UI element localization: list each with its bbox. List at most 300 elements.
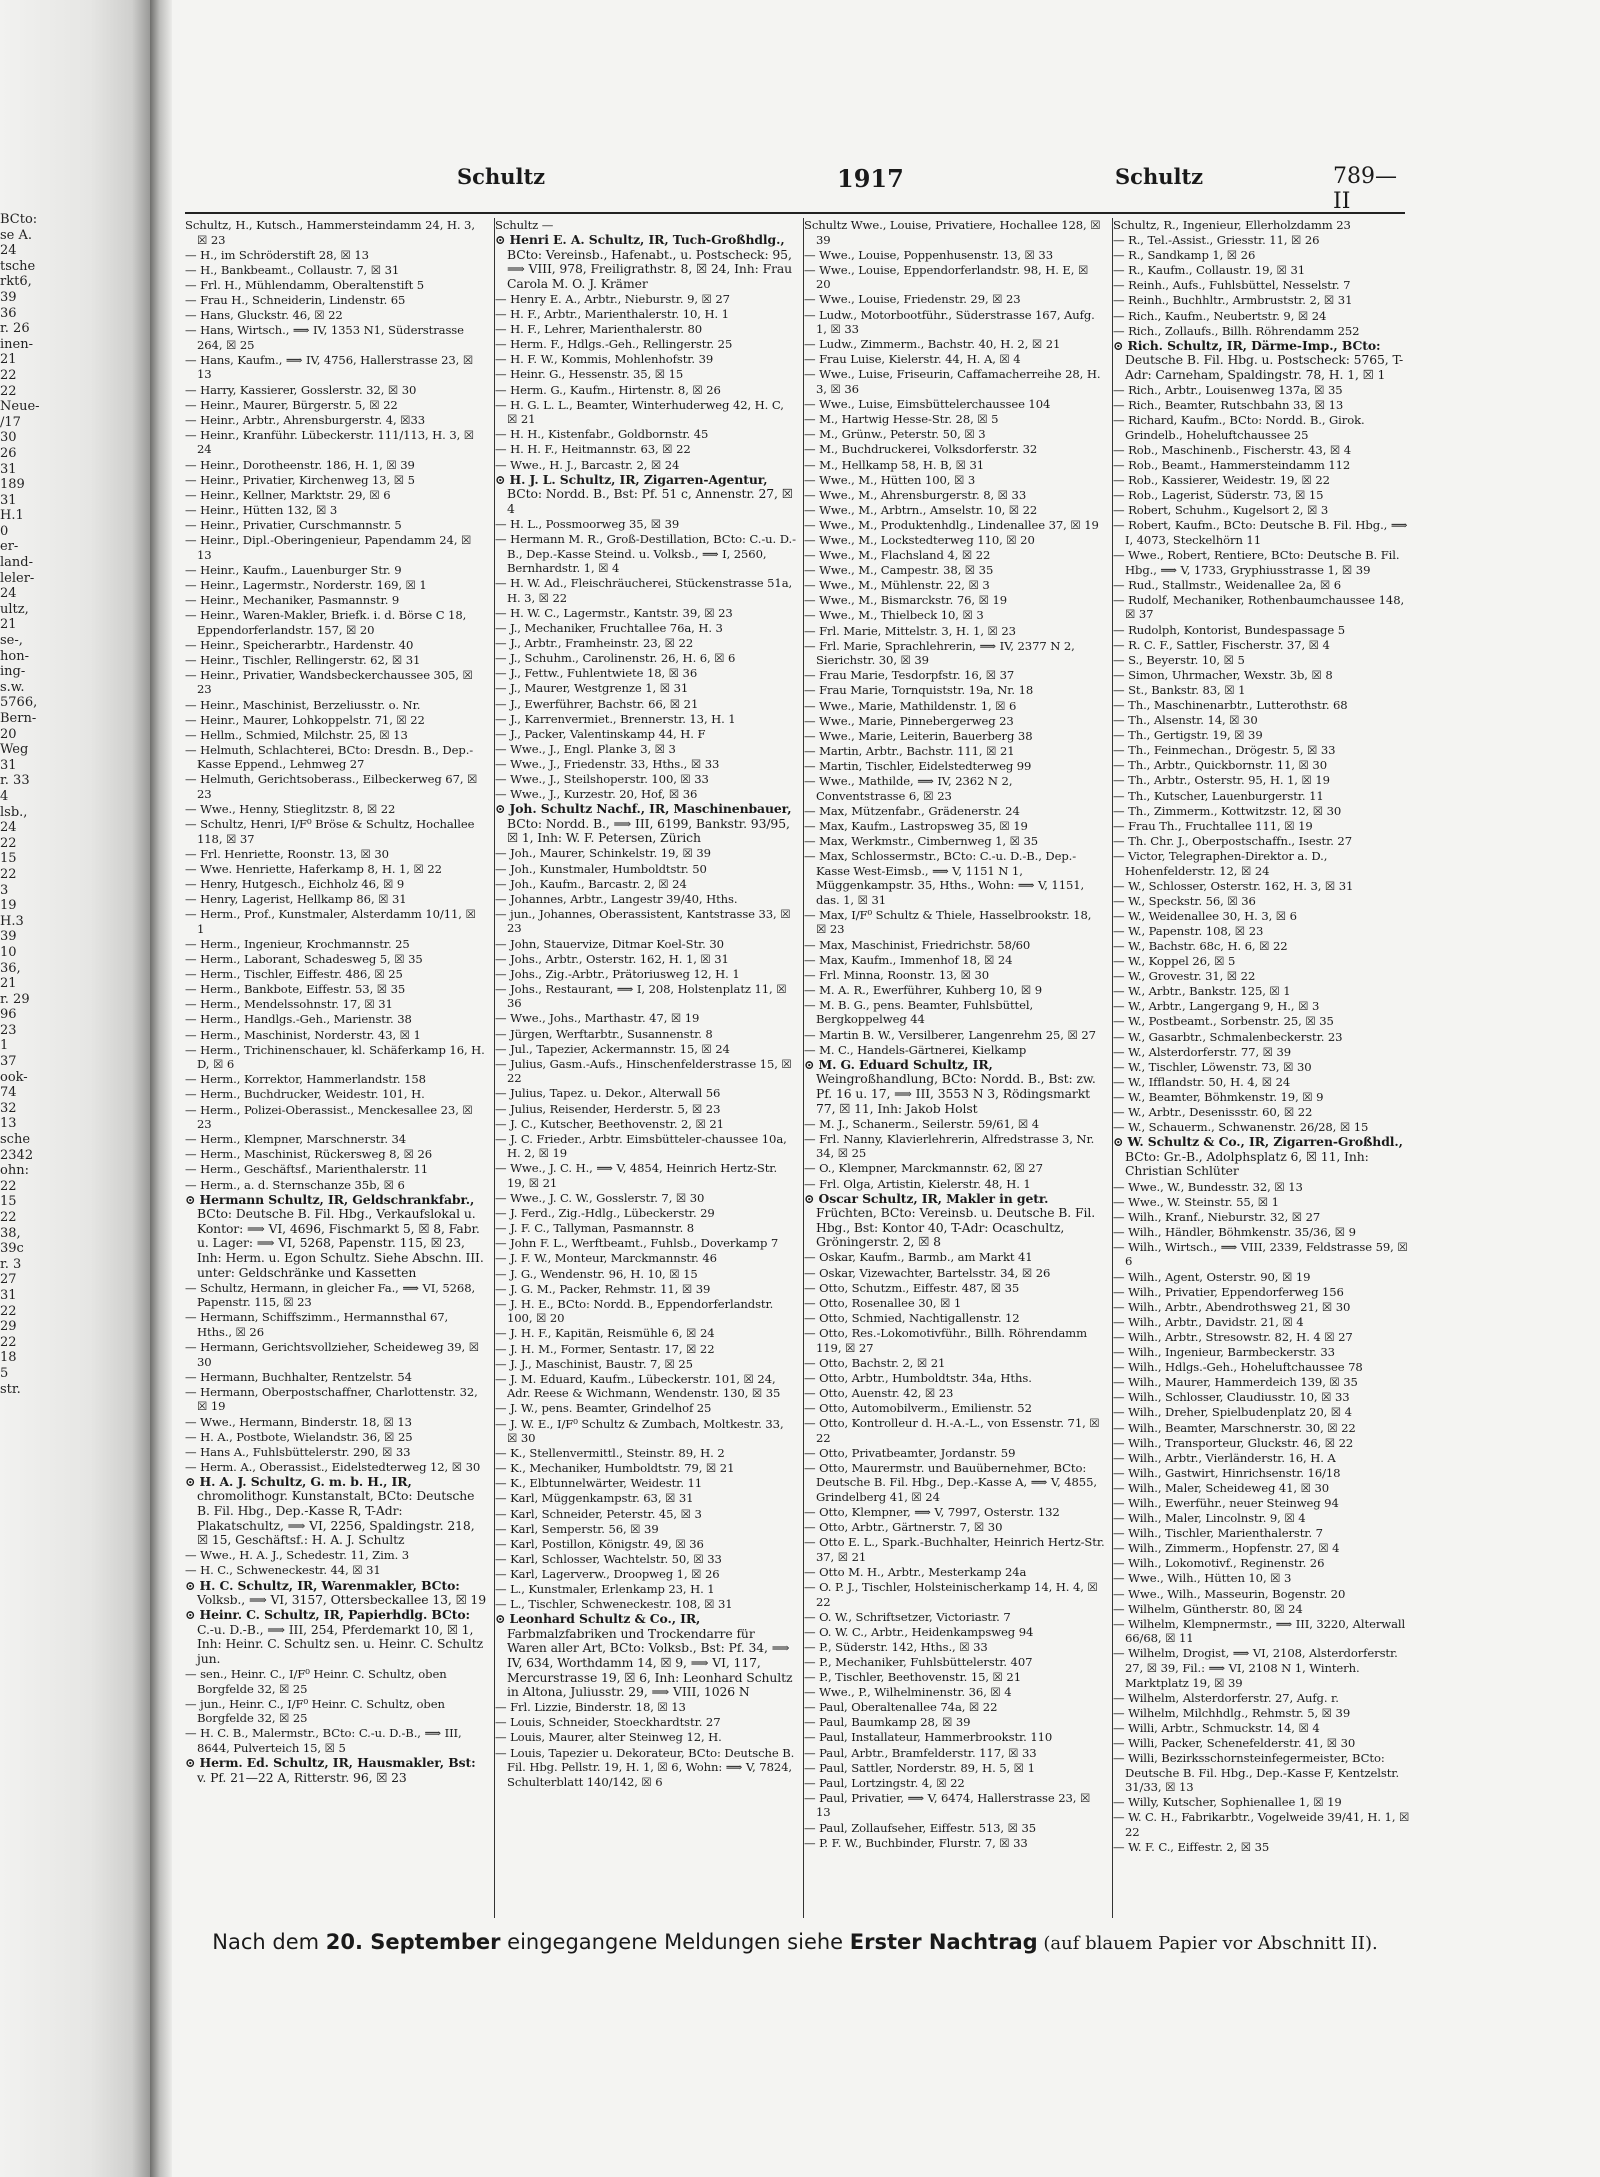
directory-entry: — Hermann, Gerichtsvollzieher, Scheideweg 39, ☒ 30 (185, 1340, 479, 1369)
previous-page-fragment: 5766, (0, 695, 38, 711)
directory-entry: — John, Stauervize, Ditmar Koel-Str. 30 (495, 936, 724, 951)
directory-entry: — Paul, Arbtr., Bramfelderstr. 117, ☒ 33 (804, 1745, 1037, 1760)
directory-entry: — J. G., Wendenstr. 96, H. 10, ☒ 15 (495, 1266, 698, 1281)
running-header (185, 164, 1405, 214)
directory-entry: — Willi, Arbtr., Schmuckstr. 14, ☒ 4 (1113, 1720, 1320, 1735)
directory-entry: — Louis, Schneider, Stoeckhardtstr. 27 (495, 1715, 721, 1730)
directory-entry: Schultz Wwe., Louise, Privatiere, Hochallee 128, ☒ 39 (804, 218, 1101, 247)
directory-entry: — Wilh., Händler, Böhmkenstr. 35/36, ☒ 9 (1113, 1224, 1356, 1239)
directory-entry: — Rob., Lagerist, Süderstr. 73, ☒ 15 (1113, 488, 1324, 503)
directory-entry: — P. F. W., Buchbinder, Flurstr. 7, ☒ 33 (804, 1835, 1028, 1850)
previous-page-fragment: /17 (0, 414, 21, 430)
previous-page-fragment: 0 (0, 523, 9, 539)
directory-entry: — Schultz, Hermann, in gleicher Fa., ⟹ VI, 5268, Papenstr. 115, ☒ 23 (185, 1280, 476, 1310)
directory-entry: — Herm. A., Oberassist., Eidelstedterweg 12, ☒ 30 (185, 1459, 481, 1474)
previous-page-fragment: 24 (0, 243, 17, 259)
directory-column-1 (185, 218, 486, 1918)
directory-entry: — W., Arbtr., Bankstr. 125, ☒ 1 (1113, 984, 1291, 999)
directory-entry: — Karl, Semperstr. 56, ☒ 39 (495, 1521, 659, 1536)
directory-entry: — Heinr., Tischler, Rellingerstr. 62, ☒ 31 (185, 652, 421, 667)
directory-entry: — Heinr., Speicherarbtr., Hardenstr. 40 (185, 637, 414, 652)
directory-entry: — St., Bankstr. 83, ☒ 1 (1113, 682, 1246, 697)
directory-entry: — Hans, Wirtsch., ⟹ IV, 1353 N1, Süderstrasse 264, ☒ 25 (185, 323, 464, 352)
directory-entry: — J., Mechaniker, Fruchtallee 76a, H. 3 (495, 621, 723, 636)
previous-page-fragment: 38, (0, 1225, 21, 1241)
directory-entry: — Wwe., M., Bismarckstr. 76, ☒ 19 (804, 593, 1008, 608)
directory-entry: — Otto, Auenstr. 42, ☒ 23 (804, 1385, 954, 1400)
directory-entry: — sen., Heinr. C., I/F⁰ Heinr. C. Schultz, oben Borgfelde 32, ☒ 25 (185, 1667, 447, 1696)
previous-page-fragment: 24 (0, 820, 17, 836)
directory-entry: — Wwe., M., Arbtrn., Amselstr. 10, ☒ 22 (804, 502, 1038, 517)
directory-entry: — Robert, Schuhm., Kugelsort 2, ☒ 3 (1113, 503, 1329, 518)
directory-entry: — Wilhelm, Drogist, ⟹ VI, 2108, Alsterdorferstr. 27, ☒ 39, Fil.: ⟹ VI, 2108 N 1, Winterh. Marktplatz 19, ☒ 39 (1113, 1646, 1398, 1690)
directory-entry: — Frl. Olga, Artistin, Kielerstr. 48, H. 1 (804, 1176, 1031, 1191)
directory-entry: — Karl, Schlosser, Wachtelstr. 50, ☒ 33 (495, 1551, 722, 1566)
previous-page-fragment: 13 (0, 1116, 17, 1132)
directory-entry: — Wwe., Louise, Eppendorferlandstr. 98, H. E, ☒ 20 (804, 262, 1089, 292)
directory-entry: — Wwe., M., Hütten 100, ☒ 3 (804, 472, 976, 487)
directory-entry: — Otto, Schmied, Nachtigallenstr. 12 (804, 1310, 1020, 1325)
directory-entry: — Karl, Müggenkampstr. 63, ☒ 31 (495, 1491, 694, 1506)
previous-page-fragment: r. 26 (0, 321, 30, 337)
directory-entry: — Wilh., Ingenieur, Barmbeckerstr. 33 (1113, 1345, 1335, 1360)
directory-entry: — O. P. J., Tischler, Holsteinischerkamp 14, H. 4, ☒ 22 (804, 1580, 1098, 1609)
directory-entry: — W. C. H., Fabrikarbtr., Vogelweide 39/41, H. 1, ☒ 22 (1113, 1810, 1410, 1840)
directory-entry: — Heinr., Dipl.-Oberingenieur, Papendamm 24, ☒ 13 (185, 532, 472, 562)
directory-entry: — Wwe., M., Thielbeck 10, ☒ 3 (804, 608, 984, 623)
previous-page-fragment: 21 (0, 352, 17, 368)
directory-entry: — J. W. E., I/F⁰ Schultz & Zumbach, Moltkestr. 33, ☒ 30 (495, 1416, 784, 1446)
directory-entry: — Otto, Automobilverm., Emilienstr. 52 (804, 1400, 1032, 1415)
directory-entry: Schultz — (495, 218, 554, 232)
directory-entry: — Wwe., Louise, Poppenhusenstr. 13, ☒ 33 (804, 247, 1053, 262)
previous-page-fragment: str. (0, 1381, 21, 1397)
directory-entry: — Heinr., Hütten 132, ☒ 3 (185, 502, 338, 517)
directory-entry: — Heinr., Waren-Makler, Briefk. i. d. Börse C 18, Eppendorferlandstr. 157, ☒ 20 (185, 607, 467, 637)
footer-date: 20. September (325, 1930, 501, 1954)
directory-entry: — P., Tischler, Beethovenstr. 15, ☒ 21 (804, 1670, 1021, 1685)
previous-page-fragment: 26 (0, 445, 17, 461)
directory-entry: — H. H., Kistenfabr., Goldbornstr. 45 (495, 427, 709, 442)
previous-page-fragment: 37 (0, 1054, 17, 1070)
directory-entry: — Jul., Tapezier, Ackermannstr. 15, ☒ 24 (495, 1041, 730, 1056)
previous-page-fragment: Weg (0, 742, 29, 758)
directory-entry: — H. F., Lehrer, Marienthalerstr. 80 (495, 322, 703, 337)
directory-entry: — S., Beyerstr. 10, ☒ 5 (1113, 652, 1245, 667)
directory-entry: — Louis, Maurer, alter Steinweg 12, H. (495, 1730, 722, 1745)
previous-page-fragment: 32 (0, 1100, 17, 1116)
directory-entry: — Karl, Schneider, Peterstr. 45, ☒ 3 (495, 1506, 702, 1521)
directory-entry: — Max, I/F⁰ Schultz & Thiele, Hasselbrookstr. 18, ☒ 23 (804, 907, 1092, 937)
directory-entry: — Herm., Laborant, Schadesweg 5, ☒ 35 (185, 952, 423, 967)
directory-entry: — Herm., a. d. Sternschanze 35b, ☒ 6 (185, 1177, 405, 1192)
directory-entry: — Wwe., M., Ahrensburgerstr. 8, ☒ 33 (804, 487, 1027, 502)
directory-entry: — Heinr., Arbtr., Ahrensburgerstr. 4, ☒33 (185, 412, 426, 427)
previous-page-fragment: 39 (0, 929, 17, 945)
directory-entry: — H. F. W., Kommis, Mohlenhofstr. 39 (495, 352, 714, 367)
directory-entry: — Wwe., M., Mühlenstr. 22, ☒ 3 (804, 578, 990, 593)
previous-page-fragment: 15 (0, 1194, 17, 1210)
directory-entry: — Hermann, Oberpostschaffner, Charlottenstr. 32, ☒ 19 (185, 1384, 478, 1414)
previous-page-fragment: 21 (0, 976, 17, 992)
directory-entry: — Otto, Maurermstr. und Bauübernehmer, BCto: Deutsche B. Fil. Hbg., Dep.-Kasse A, ⟹ V, 4855, Grindelberg 41, ☒ 24 (804, 1460, 1097, 1504)
previous-page-fragment: 5 (0, 1365, 9, 1381)
directory-entry: — Heinr., Maurer, Lohkoppelstr. 71, ☒ 22 (185, 712, 425, 727)
previous-page-fragment: 24 (0, 586, 17, 602)
previous-page-fragment: 22 (0, 1303, 17, 1319)
directory-entry: — Heinr., Kellner, Marktstr. 29, ☒ 6 (185, 487, 391, 502)
directory-entry: — R., Kaufm., Collaustr. 19, ☒ 31 (1113, 263, 1305, 278)
previous-page-fragment: rkt6, (0, 274, 32, 290)
directory-entry: — Rob., Maschinenb., Fischerstr. 43, ☒ 4 (1113, 442, 1352, 457)
directory-entry: — Frl. Nanny, Klavierlehrerin, Alfredstrasse 3, Nr. 34, ☒ 25 (804, 1131, 1095, 1161)
previous-page-fragment: 36, (0, 960, 21, 976)
directory-entry: — O. W. C., Arbtr., Heidenkampsweg 94 (804, 1624, 1034, 1639)
directory-entry: — J. G. M., Packer, Rehmstr. 11, ☒ 39 (495, 1281, 711, 1296)
directory-entry: — Otto, Arbtr., Gärtnerstr. 7, ☒ 30 (804, 1520, 1003, 1535)
directory-entry: — Wilh., Privatier, Eppendorferweg 156 (1113, 1284, 1344, 1299)
directory-entry: — Wwe., H. J., Barcastr. 2, ☒ 24 (495, 457, 680, 472)
previous-page-fragment: 36 (0, 305, 17, 321)
book-spine (150, 0, 172, 2177)
page-number: 789—II (1333, 164, 1397, 214)
directory-entry: — Wilh., Zimmerm., Hopfenstr. 27, ☒ 4 (1113, 1541, 1340, 1556)
directory-entry: — Wilh., Transporteur, Gluckstr. 46, ☒ 22 (1113, 1435, 1354, 1450)
directory-entry: — Herm., Bankbote, Eiffestr. 53, ☒ 35 (185, 982, 406, 997)
previous-page-fragment: 22 (0, 835, 17, 851)
directory-entry: — Reinh., Buchhltr., Armbruststr. 2, ☒ 31 (1113, 293, 1353, 308)
directory-entry: — Th., Alsenstr. 14, ☒ 30 (1113, 713, 1258, 728)
directory-entry: — J. W., pens. Beamter, Grindelhof 25 (495, 1401, 712, 1416)
directory-entry: — Herm., Maschinist, Rückersweg 8, ☒ 26 (185, 1147, 433, 1162)
directory-entry: — M., Hartwig Hesse-Str. 28, ☒ 5 (804, 412, 999, 427)
previous-page-fragment: 31 (0, 757, 17, 773)
directory-entry: — Frl. Henriette, Roonstr. 13, ☒ 30 (185, 846, 389, 861)
previous-page-fragment: 39c (0, 1241, 24, 1257)
previous-page-fragment: 74 (0, 1085, 17, 1101)
directory-entry: — Frau Th., Fruchtallee 111, ☒ 19 (1113, 818, 1313, 833)
firm-entry: ⊙ W. Schultz & Co., IR, Zigarren-Großhdl., BCto: Gr.-B., Adolphsplatz 6, ☒ 11, Inh: Christian Schlüter (1113, 1134, 1403, 1179)
previous-page-fragment: 10 (0, 944, 17, 960)
directory-entry: — Karl, Postillon, Königstr. 49, ☒ 36 (495, 1536, 704, 1551)
previous-page-fragment: 23 (0, 1022, 17, 1038)
directory-entry: — Th., Gertigstr. 19, ☒ 39 (1113, 728, 1263, 743)
directory-entry: — Th., Zimmerm., Kottwitzstr. 12, ☒ 30 (1113, 803, 1342, 818)
directory-column-4 (1112, 218, 1414, 1918)
header-surname-left: Schultz (457, 164, 546, 189)
directory-entry: — Schultz, Henri, I/F⁰ Bröse & Schultz, Hochallee 118, ☒ 37 (185, 817, 475, 846)
directory-entry: — H. H. F., Heitmannstr. 63, ☒ 22 (495, 442, 691, 457)
directory-entry: — J. H. E., BCto: Nordd. B., Eppendorferlandstr. 100, ☒ 20 (495, 1296, 774, 1326)
directory-entry: — Wilh., Wirtsch., ⟹ VIII, 2339, Feldstrasse 59, ☒ 6 (1113, 1239, 1408, 1269)
directory-entry: — Paul, Zollaufseher, Eiffestr. 513, ☒ 35 (804, 1820, 1037, 1835)
directory-entry: Schultz, H., Kutsch., Hammersteindamm 24, H. 3, ☒ 23 (185, 218, 475, 247)
directory-entry: — H. G. L. L., Beamter, Winterhuderweg 42, H. C, ☒ 21 (495, 397, 784, 427)
directory-entry: — H. C. B., Malermstr., BCto: C.-u. D.-B., ⟹ III, 8644, Pulverteich 15, ☒ 5 (185, 1726, 462, 1756)
directory-entry: — M. C., Handels-Gärtnerei, Kielkamp (804, 1042, 1027, 1057)
directory-entry: — M. B. G., pens. Beamter, Fuhlsbüttel, Bergkoppelweg 44 (804, 997, 1034, 1027)
previous-page-fragment: ultz, (0, 601, 29, 617)
directory-entry: — W., Gasarbtr., Schmalenbeckerstr. 23 (1113, 1029, 1343, 1044)
header-rule (185, 212, 1405, 214)
directory-entry: — Johs., Zig.-Arbtr., Prätoriusweg 12, H. 1 (495, 966, 740, 981)
directory-entry: — Wwe., M., Produktenhdlg., Lindenallee 37, ☒ 19 (804, 517, 1099, 532)
previous-page-fragment: ing- (0, 664, 26, 680)
directory-entry: — W., Arbtr., Desenissstr. 60, ☒ 22 (1113, 1105, 1313, 1120)
previous-page-fragment: 18 (0, 1350, 17, 1366)
directory-entry: — Wwe., Louise, Friedenstr. 29, ☒ 23 (804, 292, 1021, 307)
directory-entry: — Wwe., Wilh., Hütten 10, ☒ 3 (1113, 1571, 1292, 1586)
previous-page-edge (0, 0, 150, 2177)
directory-entry: — P., Mechaniker, Fuhlsbüttelerstr. 407 (804, 1655, 1033, 1669)
directory-entry: — Paul, Installateur, Hammerbrookstr. 110 (804, 1730, 1053, 1745)
directory-entry: — Herm. G., Kaufm., Hirtenstr. 8, ☒ 26 (495, 382, 721, 397)
directory-entry: — Rich., Beamter, Rutschbahn 33, ☒ 13 (1113, 398, 1344, 413)
directory-entry: — Rich., Zollaufs., Billh. Röhrendamm 252 (1113, 323, 1360, 338)
directory-entry: — W., Schauerm., Schwanenstr. 26/28, ☒ 15 (1113, 1120, 1369, 1135)
directory-entry: — Paul, Baumkamp 28, ☒ 39 (804, 1715, 971, 1730)
previous-page-fragment: 22 (0, 367, 17, 383)
directory-entry: — Herm., Handlgs.-Geh., Marienstr. 38 (185, 1012, 412, 1027)
previous-page-fragment: 15 (0, 851, 17, 867)
directory-entry: — Rich., Arbtr., Louisenweg 137a, ☒ 35 (1113, 383, 1343, 398)
directory-entry: — Max, Kaufm., Immenhof 18, ☒ 24 (804, 952, 1013, 967)
directory-entry: — Wilh., Agent, Osterstr. 90, ☒ 19 (1113, 1269, 1311, 1284)
directory-entry: — Frau Marie, Tornquiststr. 19a, Nr. 18 (804, 683, 1034, 698)
firm-entry: ⊙ Heinr. C. Schultz, IR, Papierhdlg. BCto: C.-u. D.-B., ⟹ III, 254, Pferdemarkt 10, ☒ 1, Inh: Heinr. C. Schultz sen. u. Heinr. C. Schultz jun. (185, 1607, 484, 1666)
directory-entry: — Herm., Ingenieur, Krochmannstr. 25 (185, 937, 410, 951)
directory-entry: — Wilh., Maler, Lincolnstr. 9, ☒ 4 (1113, 1511, 1306, 1526)
directory-entry: — Wwe., Johs., Marthastr. 47, ☒ 19 (495, 1011, 700, 1026)
directory-entry: — J., Ewerführer, Bachstr. 66, ☒ 21 (495, 696, 699, 711)
directory-entry: — Wwe., P., Wilhelminenstr. 36, ☒ 4 (804, 1685, 1012, 1700)
directory-entry: — O. W., Schriftsetzer, Victoriastr. 7 (804, 1609, 1011, 1624)
firm-entry: ⊙ Leonhard Schultz & Co., IR, Farbmalzfabriken und Trockendarre für Waren aller Art, BCto: Volksb., Bst: Pf. 34, ⟹ IV, 634, Worthdamm 14, ☒ 9, ⟹ VI, 117, Mercurstrasse 19, ☒ 6, Inh: Leonhard Schultz in Altona, Juliusstr. 29, ⟹ VIII, 1026 N (495, 1611, 793, 1700)
directory-entry: — R., Sandkamp 1, ☒ 26 (1113, 248, 1256, 263)
directory-entry: — Heinr., Mechaniker, Pasmannstr. 9 (185, 592, 400, 607)
directory-entry: — Th., Arbtr., Osterstr. 95, H. 1, ☒ 19 (1113, 773, 1330, 788)
directory-entry: — R. C. F., Sattler, Fischerstr. 37, ☒ 4 (1113, 637, 1330, 652)
directory-entry: — Heinr., Maurer, Bürgerstr. 5, ☒ 22 (185, 397, 398, 412)
directory-entry: — Willi, Bezirksschornsteinfegermeister, BCto: Deutsche B. Fil. Hbg., Dep.-Kasse F, Kentzelstr. 31/33, ☒ 13 (1113, 1751, 1400, 1795)
directory-entry: — Hermann, Schiffszimm., Hermannsthal 67, Hths., ☒ 26 (185, 1310, 449, 1339)
firm-entry: ⊙ Herm. Ed. Schultz, IR, Hausmakler, Bst: v. Pf. 21—22 A, Ritterstr. 96, ☒ 23 (185, 1755, 476, 1785)
previous-page-fragment: leler- (0, 570, 35, 586)
previous-page-fragment: r. 33 (0, 773, 30, 789)
directory-entry: — Max, Werkmstr., Cimbernweg 1, ☒ 35 (804, 833, 1039, 848)
directory-entry: — Wwe., J., Steilshoperstr. 100, ☒ 33 (495, 771, 709, 786)
directory-entry: — Wwe., J. C. W., Gosslerstr. 7, ☒ 30 (495, 1191, 705, 1206)
directory-entry: — Rob., Beamt., Hammersteindamm 112 (1113, 458, 1351, 472)
directory-entry: — J., Fettw., Fuhlentwiete 18, ☒ 36 (495, 666, 698, 681)
directory-entry: — Wilhelm, Alsterdorferstr. 27, Aufg. r. (1113, 1690, 1339, 1705)
directory-entry: — H., im Schröderstift 28, ☒ 13 (185, 247, 369, 262)
directory-entry: — J. M. Eduard, Kaufm., Lübeckerstr. 101, ☒ 24, Adr. Reese & Wichmann, Wendenstr. 130, ☒ 35 (495, 1371, 781, 1401)
directory-entry: — K., Stellenvermittl., Steinstr. 89, H. 2 (495, 1446, 725, 1461)
directory-entry: — Simon, Uhrmacher, Wexstr. 3b, ☒ 8 (1113, 667, 1333, 682)
directory-entry: — Max, Schlossermstr., BCto: C.-u. D.-B., Dep.-Kasse West-Eimsb., ⟹ V, 1151 N 1, Müggenkampstr. 35, Hths., Wohn: ⟹ V, 1151, das. 1, ☒ 31 (804, 848, 1085, 907)
previous-page-fragment: inen- (0, 336, 33, 352)
directory-entry: — Oskar, Kaufm., Barmb., am Markt 41 (804, 1250, 1033, 1265)
directory-entry: — Wilh., Arbtr., Stresowstr. 82, H. 4 ☒ 27 (1113, 1329, 1353, 1344)
directory-entry: — Herm., Tischler, Eiffestr. 486, ☒ 25 (185, 967, 403, 982)
directory-entry: — Frl. Marie, Mittelstr. 3, H. 1, ☒ 23 (804, 623, 1016, 638)
directory-entry: — Wwe., Marie, Pinnebergerweg 23 (804, 713, 1014, 728)
directory-entry: — Hans A., Fuhlsbüttelerstr. 290, ☒ 33 (185, 1444, 411, 1459)
directory-entry: — Wilh., Gastwirt, Hinrichsenstr. 16/18 (1113, 1465, 1341, 1480)
directory-entry: — Wilh., Arbtr., Abendrothsweg 21, ☒ 30 (1113, 1299, 1351, 1314)
previous-page-fragment: 19 (0, 898, 17, 914)
directory-entry: — Th. Chr. J., Oberpostschaffn., Isestr. 27 (1113, 833, 1352, 848)
directory-entry: — H. W. Ad., Fleischräucherei, Stückenstrasse 51a, H. 3, ☒ 22 (495, 576, 793, 605)
directory-entry: — Wwe., J., Friedenstr. 33, Hths., ☒ 33 (495, 756, 720, 771)
directory-entry: — W., Postbeamt., Sorbenstr. 25, ☒ 35 (1113, 1014, 1334, 1029)
directory-entry: — J. Ferd., Zig.-Hdlg., Lübeckerstr. 29 (495, 1206, 715, 1221)
directory-entry: — Th., Kutscher, Lauenburgerstr. 11 (1113, 788, 1324, 803)
directory-entry: — Wilh., Tischler, Marienthalerstr. 7 (1113, 1526, 1323, 1541)
previous-page-fragment: sche (0, 1132, 31, 1148)
firm-entry: ⊙ Henri E. A. Schultz, IR, Tuch-Großhdlg., BCto: Vereinsb., Hafenabt., u. Postscheck: 95, ⟹ VIII, 978, Freiligrathstr. 8, ☒ 24, Inh: Frau Carola M. O. J. Krämer (495, 232, 793, 291)
footer-text-mid: eingegangene Meldungen siehe (500, 1930, 850, 1954)
directory-entry: — Wwe., J. C. H., ⟹ V, 4854, Heinrich Hertz-Str. 19, ☒ 21 (495, 1161, 778, 1190)
directory-entry: — Otto, Arbtr., Humboldtstr. 34a, Hths. (804, 1370, 1032, 1385)
directory-entry: — Karl, Lagerverw., Droopweg 1, ☒ 26 (495, 1566, 720, 1581)
directory-entry: — J., Karrenvermiet., Brennerstr. 13, H. 1 (495, 711, 736, 726)
directory-entry: — Wilh., Schlosser, Claudiusstr. 10, ☒ 33 (1113, 1390, 1350, 1405)
directory-entry: — Ludw., Motorbootführ., Süderstrasse 167, Aufg. 1, ☒ 33 (804, 307, 1095, 337)
header-surname-right: Schultz (1115, 164, 1204, 189)
directory-entry: — Reinh., Aufs., Fuhlsbüttel, Nesselstr. 7 (1113, 278, 1351, 293)
directory-entry: — H., Bankbeamt., Collaustr. 7, ☒ 31 (185, 262, 400, 277)
firm-entry: ⊙ Hermann Schultz, IR, Geldschrankfabr., BCto: Deutsche B. Fil. Hbg., Verkaufslokal u. Kontor: ⟹ VI, 4696, Fischmarkt 5, ☒ 8, Fabr. u. Lager: ⟹ VI, 5268, Papenstr. 115, ☒ 23, Inh: Herm. u. Egon Schultz. Siehe Abschn. III. unter: Geldschränke und Kassetten (185, 1191, 484, 1280)
directory-entry: — P., Süderstr. 142, Hths., ☒ 33 (804, 1639, 988, 1654)
directory-entry: — Wilh., Dreher, Spielbudenplatz 20, ☒ 4 (1113, 1405, 1352, 1420)
previous-page-fragment: 22 (0, 866, 17, 882)
previous-page-fragment: BCto: (0, 212, 38, 227)
previous-page-fragment: 31 (0, 1287, 17, 1303)
directory-entry: — J. H. M., Former, Sentastr. 17, ☒ 22 (495, 1341, 715, 1356)
directory-entry: — Hermann, Buchhalter, Rentzelstr. 54 (185, 1369, 412, 1384)
directory-entry: — Joh., Maurer, Schinkelstr. 19, ☒ 39 (495, 846, 711, 861)
directory-entry: — Wwe., Luise, Eimsbüttelerchaussee 104 (804, 397, 1051, 412)
directory-entry: — Hermann M. R., Groß-Destillation, BCto: C.-u. D.-B., Dep.-Kasse Steind. u. Volksb., ⟹ I, 2560, Bernhardstr. 1, ☒ 4 (495, 531, 796, 576)
directory-entry: — W., Papenstr. 108, ☒ 23 (1113, 923, 1264, 938)
firm-entry: ⊙ M. G. Eduard Schultz, IR, Weingroßhandlung, BCto: Nordd. B., Bst: zw. Pf. 16 u. 17, ⟹ III, 3553 N 3, Rödingsmarkt 77, ☒ 11, Inh: Jakob Holst (804, 1056, 1096, 1116)
firm-entry: ⊙ H. C. Schultz, IR, Warenmakler, BCto: Volksb., ⟹ VI, 3157, Ottersbeckallee 13, ☒ 19 (185, 1577, 486, 1608)
directory-entry: — Heinr., Dorotheenstr. 186, H. 1, ☒ 39 (185, 457, 415, 472)
directory-entry: — Otto, Res.-Lokomotivführ., Billh. Röhrendamm 119, ☒ 27 (804, 1325, 1087, 1355)
directory-entry: — Wilh., Hdlgs.-Geh., Hoheluftchaussee 78 (1113, 1360, 1363, 1375)
footer-aux-note: (auf blauem Papier vor Abschnitt II). (1037, 1933, 1378, 1954)
directory-entry: — Frau Marie, Tesdorpfstr. 16, ☒ 37 (804, 668, 1015, 683)
directory-entry: — Max, Maschinist, Friedrichstr. 58/60 (804, 937, 1031, 952)
directory-entry: — Otto, Privatbeamter, Jordanstr. 59 (804, 1445, 1016, 1460)
directory-entry: — J., Packer, Valentinskamp 44, H. F (495, 726, 706, 741)
firm-entry: ⊙ H. J. L. Schultz, IR, Zigarren-Agentur, BCto: Nordd. B., Bst: Pf. 51 c, Annenstr. 27, ☒ 4 (495, 471, 793, 516)
directory-entry: — Herm., Maschinist, Norderstr. 43, ☒ 1 (185, 1027, 421, 1042)
directory-entry: — Herm., Polizei-Oberassist., Menckesallee 23, ☒ 23 (185, 1102, 473, 1132)
directory-entry: — J., Maurer, Westgrenze 1, ☒ 31 (495, 681, 689, 696)
directory-entry: — Wwe., M., Campestr. 38, ☒ 35 (804, 563, 994, 578)
directory-entry: — Wilhelm, Klempnermstr., ⟹ III, 3220, Alterwall 66/68, ☒ 11 (1113, 1616, 1406, 1646)
previous-page-fragment: 2342 (0, 1147, 34, 1163)
directory-entry: — K., Elbtunnelwärter, Weidestr. 11 (495, 1476, 703, 1491)
directory-entry: — H. A., Postbote, Wielandstr. 36, ☒ 25 (185, 1429, 413, 1444)
previous-page-fragment: 39 (0, 289, 17, 305)
previous-page-fragment: Neue- (0, 399, 40, 415)
directory-entry: — Robert, Kaufm., BCto: Deutsche B. Fil. Hbg., ⟹ I, 4073, Steckelhörn 11 (1113, 518, 1408, 547)
directory-entry: — R., Tel.-Assist., Griesstr. 11, ☒ 26 (1113, 233, 1320, 248)
directory-entry: — Joh., Kunstmaler, Humboldtstr. 50 (495, 861, 707, 876)
directory-entry: — Wilhelm, Güntherstr. 80, ☒ 24 (1113, 1601, 1303, 1616)
directory-entry: — W., Ifflandstr. 50, H. 4, ☒ 24 (1113, 1074, 1291, 1089)
previous-page-fragment: se-, (0, 633, 23, 649)
directory-entry: — Frl. Lizzie, Binderstr. 18, ☒ 13 (495, 1700, 686, 1715)
directory-entry: — Wwe., Hermann, Binderstr. 18, ☒ 13 (185, 1414, 412, 1429)
directory-entry: — Wilh., Ewerführ., neuer Steinweg 94 (1113, 1495, 1339, 1510)
directory-entry: — M. J., Schanerm., Seilerstr. 59/61, ☒ 4 (804, 1116, 1040, 1131)
directory-entry: — Wwe., Henny, Stieglitzstr. 8, ☒ 22 (185, 802, 396, 817)
directory-entry: — M. A. R., Ewerführer, Kuhberg 10, ☒ 9 (804, 982, 1043, 997)
firm-entry: ⊙ H. A. J. Schultz, G. m. b. H., IR, chromolithogr. Kunstanstalt, BCto: Deutsche B. Fil. Hbg., Dep.-Kasse R, T-Adr: Plakatschultz, ⟹ VI, 2256, Spaldingstr. 218, ☒ 15, Geschäftsf.: H. A. J. Schultz (185, 1473, 475, 1548)
directory-entry: — Otto, Schutzm., Eiffestr. 487, ☒ 35 (804, 1280, 1020, 1295)
directory-entry: — J. C. Frieder., Arbtr. Eimsbütteler-chaussee 10a, H. 2, ☒ 19 (495, 1131, 787, 1161)
previous-page-fragment: 27 (0, 1272, 17, 1288)
directory-entry: — Herm., Geschäftsf., Marienthalerstr. 11 (185, 1162, 429, 1177)
directory-entry: — J., Arbtr., Framheinstr. 23, ☒ 22 (495, 636, 694, 651)
previous-page-fragment: se A. (0, 227, 33, 243)
directory-entry: — Th., Feinmechan., Drögestr. 5, ☒ 33 (1113, 743, 1336, 758)
directory-entry: — Otto E. L., Spark.-Buchhalter, Heinrich Hertz-Str. 37, ☒ 21 (804, 1535, 1105, 1564)
directory-entry: — jun., Johannes, Oberassistent, Kantstrasse 33, ☒ 23 (495, 906, 791, 936)
directory-entry: — Willi, Packer, Schenefelderstr. 41, ☒ 30 (1113, 1735, 1356, 1750)
directory-entry: — Victor, Telegraphen-Direktor a. D., Hohenfelderstr. 12, ☒ 24 (1113, 848, 1328, 878)
directory-entry: — Wwe., Luise, Friseurin, Caffamacherreihe 28, H. 3, ☒ 36 (804, 367, 1101, 397)
directory-entry: — Herm., Buchdrucker, Weidestr. 101, H. (185, 1087, 425, 1102)
directory-entry: — Heinr. G., Hessenstr. 35, ☒ 15 (495, 367, 684, 382)
directory-entry: — Rob., Kassierer, Weidestr. 19, ☒ 22 (1113, 473, 1330, 488)
directory-entry: — Herm., Mendelssohnstr. 17, ☒ 31 (185, 997, 393, 1012)
directory-entry: — Herm., Korrektor, Hammerlandstr. 158 (185, 1072, 426, 1087)
footer-text-pre: Nach dem (212, 1930, 326, 1954)
directory-entry: — Wwe., M., Flachsland 4, ☒ 22 (804, 548, 991, 563)
directory-entry: — Oskar, Vizewachter, Bartelsstr. 34, ☒ 26 (804, 1265, 1051, 1280)
footer-supplement-ref: Erster Nachtrag (849, 1930, 1038, 1954)
directory-entry: — Herm., Trichinenschauer, kl. Schäferkamp 16, H. D, ☒ 6 (185, 1042, 485, 1072)
directory-entry: — W., Schlosser, Osterstr. 162, H. 3, ☒ 31 (1113, 878, 1354, 893)
previous-page-fragment: r. 3 (0, 1256, 22, 1272)
directory-entry: — W. F. C., Eiffestr. 2, ☒ 35 (1113, 1840, 1270, 1855)
directory-entry: — Th., Arbtr., Quickbornstr. 11, ☒ 30 (1113, 758, 1327, 773)
previous-page-fragment: 22 (0, 383, 17, 399)
firm-entry: ⊙ Oscar Schultz, IR, Makler in getr. Früchten, BCto: Vereinsb. u. Deutsche B. Fil. Hbg., Bst: Kontor 40, T-Adr: Ocaschultz, Gröningerstr. 2, ☒ 8 (804, 1190, 1096, 1250)
directory-page (185, 150, 1410, 1980)
previous-page-fragment: 3 (0, 882, 9, 898)
directory-entry: — Henry, Lagerist, Hellkamp 86, ☒ 31 (185, 892, 407, 907)
directory-column-3 (803, 218, 1105, 1918)
directory-entry: — Richard, Kaufm., BCto: Nordd. B., Girok. Grindelb., Hoheluftchaussee 25 (1113, 413, 1365, 442)
directory-entry: — Heinr., Privatier, Wandsbeckerchaussee 305, ☒ 23 (185, 667, 473, 697)
directory-entry: — W., Arbtr., Langergang 9, H., ☒ 3 (1113, 999, 1320, 1014)
directory-entry: — Wilh., Arbtr., Vierländerstr. 16, H. A (1113, 1450, 1336, 1465)
directory-entry: — Wilh., Arbtr., Davidstr. 21, ☒ 4 (1113, 1314, 1304, 1329)
directory-entry: — W., Alsterdorferstr. 77, ☒ 39 (1113, 1044, 1292, 1059)
directory-entry: — Wilhelm, Milchhdlg., Rehmstr. 5, ☒ 39 (1113, 1705, 1351, 1720)
previous-page-fragment: 1 (0, 1038, 9, 1054)
directory-entry: — H. L., Possmoorweg 35, ☒ 39 (495, 516, 680, 531)
previous-page-fragment: 30 (0, 430, 17, 446)
directory-entry: — Johs., Arbtr., Osterstr. 162, H. 1, ☒ 31 (495, 951, 729, 966)
